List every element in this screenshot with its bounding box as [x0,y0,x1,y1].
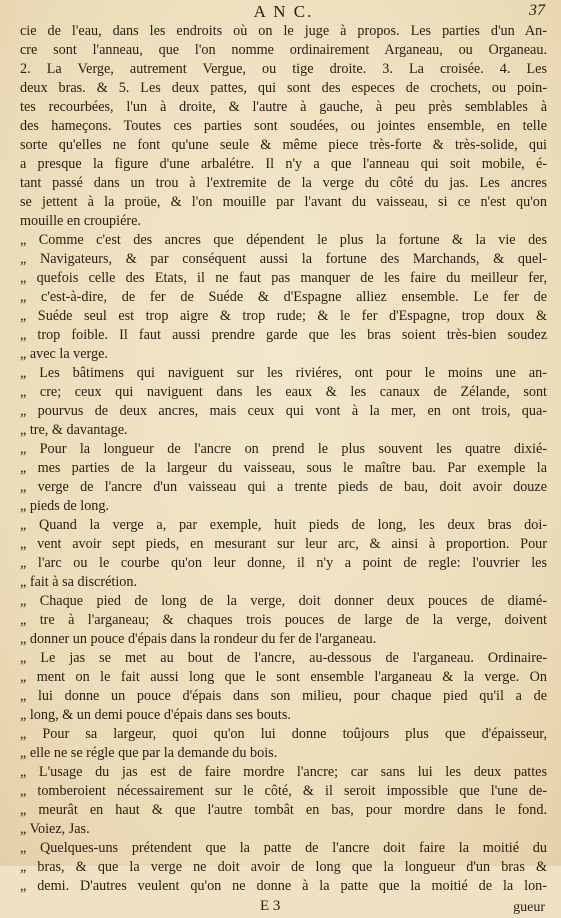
text-line: „ mes parties de la largeur du vaisseau, sous le maître bau. Par exemple la [20,460,547,476]
text-line: „ tomberoient nécessairement sur le côté, & il seroit impossible que l'une de- [20,783,547,799]
text-line: „ L'usage du jas est de faire mordre l'ancre; car sans lui les deux pattes [20,764,547,780]
page-footer [20,898,547,918]
text-line: „ meurât en haut & que l'autre tombât en bas, pour mordre dans le fond. [20,802,547,818]
text-line: a presque la figure d'une arbalétre. Il n'y a que l'anneau qui soit mobile, é- [20,156,547,172]
text-line: „ l'arc ou le courbe qu'on leur donne, il n'y a point de regle: l'ouvrier les [20,555,547,571]
text-line: „ avec la verge. [20,346,108,362]
text-line: „ Pour la longueur de l'ancre on prend le plus souvent les quatre dixié- [20,441,547,457]
text-line: cre sont l'anneau, que l'on nomme ordinairement Arganeau, ou Organeau. [20,42,547,58]
text-line: cie de l'eau, dans les endroits où on le juge à propos. Les parties d'un An- [20,23,547,39]
page-number: 37 [529,2,545,19]
text-line: „ Suéde seul est trop aigre & trop rude; & le fer d'Espagne, trop doux & [20,308,547,324]
text-line: 2. La Verge, autrement Vergue, ou tige droite. 3. La croisée. 4. Les [20,61,547,77]
text-line: „ Quand la verge a, par exemple, huit pieds de long, les deux bras doi- [20,517,547,533]
text-line: „ Voiez, Jas. [20,821,90,837]
text-line: se jettent à la proüe, & l'on mouille par l'avant du vaisseau, si ce n'est qu'on [20,194,547,210]
text-line: „ ment on le fait aussi long que le sont ensemble l'arganeau & la verge. On [20,669,547,685]
text-line: des hameçons. Toutes ces parties sont soudées, ou jointes ensemble, en telle [20,118,547,134]
text-line: „ bras, & que la verge ne doit avoir de long que la longueur d'un bras & [20,859,547,875]
text-line: „ lui donne un pouce d'épais dans son milieu, pour chaque pied qu'il a de [20,688,547,704]
text-line: „ Pour sa largeur, quoi qu'on lui donne toûjours plus que d'épaisseur, [20,726,547,742]
text-line: „ Comme c'est des ancres que dépendent le plus la fortune & la vie des [20,232,547,248]
text-line: sorte qu'elles ne font qu'une seule & même piece très-forte & très-solide, qui [20,137,547,153]
body-text [20,22,547,896]
text-line: deux bras. & 5. Les deux pattes, qui sont des especes de crochets, ou poin- [20,80,547,96]
text-line: „ fait à sa discrétion. [20,574,137,590]
text-line: „ Navigateurs, & par conséquent aussi la fortune des Marchands, & quel- [20,251,547,267]
text-line: „ demi. D'autres veulent qu'on ne donne à la patte que la moitié de la lon- [20,878,547,894]
catchword: gueur [513,900,545,915]
text-line: „ tre à l'arganeau; & chaques trois pouces de large de la verge, doivent [20,612,547,628]
text-line: „ long, & un demi pouce d'épais dans ses bouts. [20,707,291,723]
text-line: „ tre, & davantage. [20,422,128,438]
text-line: „ cre; ceux qui naviguent dans les eaux & les canaux de Zélande, sont [20,384,547,400]
text-line: „ vent avoir sept pieds, en mesurant sur leur arc, & ainsi à proportion. Pour [20,536,547,552]
running-head [20,2,547,22]
text-line: mouille en croupiére. [20,213,141,229]
text-line: „ pieds de long. [20,498,110,514]
running-title: A N C. [253,2,314,21]
text-line: tant passé dans un trou à l'extremite de la verge du côté du jas. Les ancres [20,175,547,191]
text-line: „ c'est-à-dire, de fer de Suéde & d'Espagne alliez ensemble. Le fer de [20,289,547,305]
text-line: „ elle ne se régle que par la demande du bois. [20,745,278,761]
text-line: „ donner un pouce d'épais dans la rondeur du fer de l'arganeau. [20,631,377,647]
text-line: „ Quelques-uns prétendent que la patte de l'ancre doit faire la moitié du [20,840,547,856]
text-line: „ Chaque pied de long de la verge, doit donner deux pouces de diamé- [20,593,547,609]
signature-mark: E 3 [260,898,281,914]
text-line: „ Le jas se met au bout de l'ancre, au-dessous de l'arganeau. Ordinaire- [20,650,547,666]
text-line: „ trop foible. Il faut aussi prendre garde que les bras soient très-bien soudez [20,327,547,343]
text-line: „ quefois celle des Etats, il ne faut pas manquer de les faire du meilleur fer, [20,270,547,286]
text-line: „ verge de l'ancre d'un vaisseau qui a trente pieds de bau, doit avoir douze [20,479,547,495]
text-line: tes recourbées, l'un à droite, & l'autre à gauche, à peu près semblables à [20,99,547,115]
text-line: „ pourvus de deux ancres, mais ceux qui vont à la mer, en ont trois, qua- [20,403,547,419]
text-line: „ Les bâtimens qui naviguent sur les riviéres, ont pour le moins une an- [20,365,547,381]
